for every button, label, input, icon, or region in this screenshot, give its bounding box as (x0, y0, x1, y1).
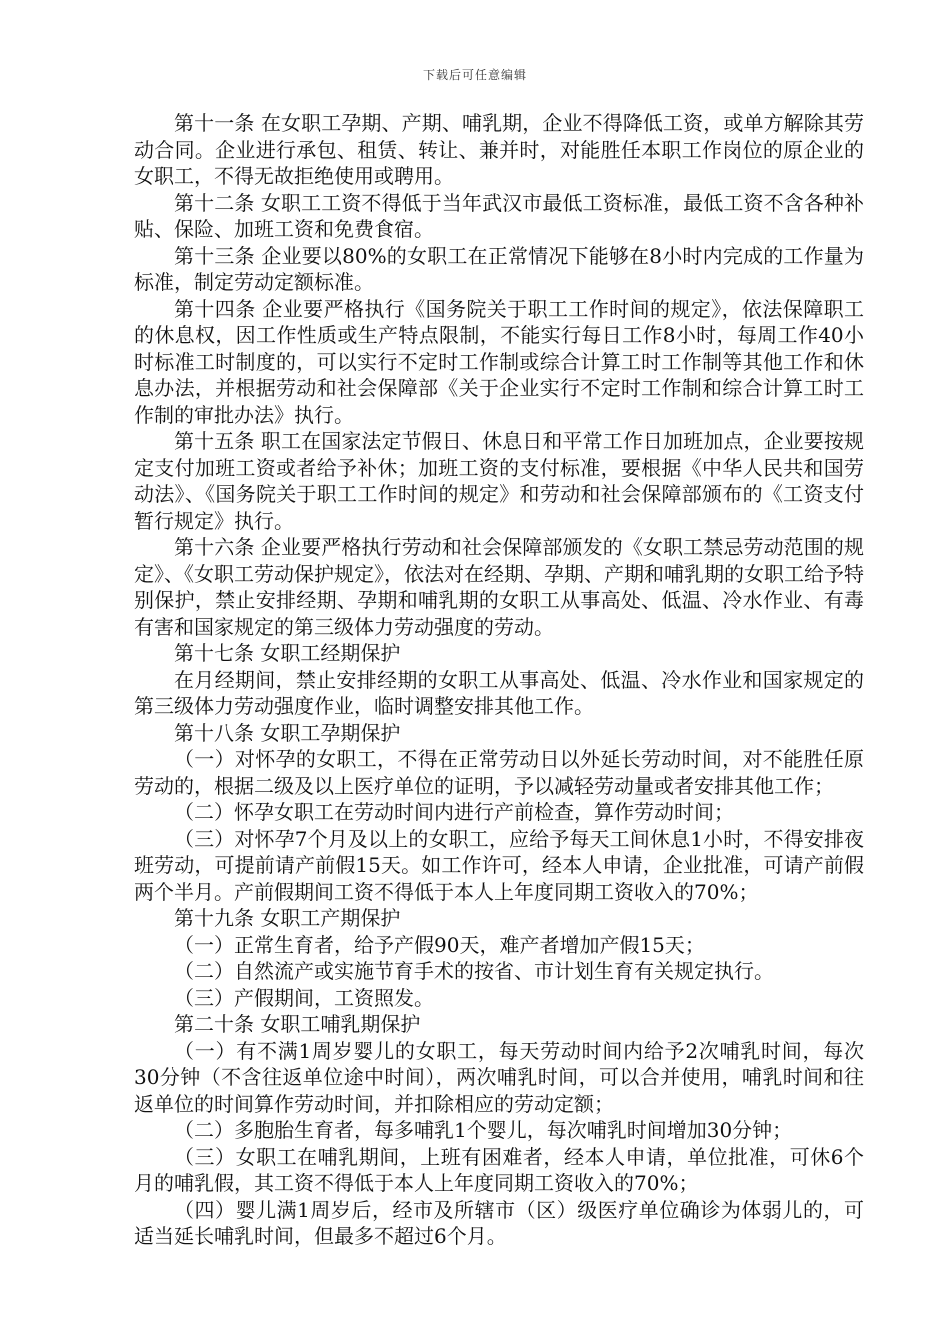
heading-article-17: 第十七条 女职工经期保护 (174, 641, 401, 665)
item-20-2: （二）多胞胎生育者，每多哺乳1个婴儿，每次哺乳时间增加30分钟； (174, 1118, 793, 1142)
heading-article-20: 第二十条 女职工哺乳期保护 (174, 1012, 421, 1036)
heading-article-18: 第十八条 女职工孕期保护 (174, 720, 401, 745)
paragraph-article-12: 第十二条 女职工工资不得低于当年武汉市最低工资标准，最低工资不含各种补贴、保险、加班工资和免费食宿。 (134, 190, 864, 241)
item-20-4: （四）婴儿满1周岁后，经市及所辖市（区）级医疗单位确诊为体弱儿的，可适当延长哺乳时间，但最多不超过6个月。 (134, 1197, 864, 1248)
item-19-3: （三）产假期间，工资照发。 (174, 985, 434, 1010)
paragraph-article-14: 第十四条 企业要严格执行《国务院关于职工工作时间的规定》，依法保障职工的休息权，因工作性质或生产特点限制，不能实行每日工作8小时，每周工作40小时标准工时制度的，可以实行不定时工作制或综合计算工时工作制等其他工作和休息办法，并根据劳动和社会保障部《关于企业实行不定时工作制和综合计算工时工作制的审批办法》执行。 (134, 296, 864, 427)
paragraph-article-15: 第十五条 职工在国家法定节假日、休息日和平常工作日加班加点，企业要按规定支付加班工资或者给予补休；加班工资的支付标准，要根据《中华人民共和国劳动法》、《国务院关于职工工作时间的规定》和劳动和社会保障部颁布的《工资支付暂行规定》执行。 (134, 429, 864, 533)
page-header: 下载后可任意编辑 (422, 68, 527, 82)
item-19-2: （二）自然流产或实施节育手术的按省、市计划生育有关规定执行。 (174, 959, 774, 983)
item-20-3: （三）女职工在哺乳期间，上班有困难者，经本人申请，单位批准，可休6个月的哺乳假，其工资不得低于本人上年度同期工资收入的70%； (134, 1144, 864, 1195)
item-18-3: （三）对怀孕7个月及以上的女职工，应给予每天工间休息1小时，不得安排夜班劳动，可提前请产前假15天。如工作许可，经本人申请，企业批准，可请产前假两个半月。产前假期间工资不得低于本人上年度同期工资收入的70%； (134, 826, 864, 904)
paragraph-article-16: 第十六条 企业要严格执行劳动和社会保障部颁发的《女职工禁忌劳动范围的规定》、《女职工劳动保护规定》，依法对在经期、孕期、产期和哺乳期的女职工给予特别保护，禁止安排经期、孕期和哺乳期的女职工从事高处、低温、冷水作业、有毒有害和国家规定的第三级体力劳动强度的劳动。 (134, 535, 864, 639)
item-18-1: （一）对怀孕的女职工，不得在正常劳动日以外延长劳动时间，对不能胜任原劳动的，根据二级及以上医疗单位的证明，予以减轻劳动量或者安排其他工作； (134, 747, 864, 798)
item-20-1: （一）有不满1周岁婴儿的女职工，每天劳动时间内给予2次哺乳时间，每次30分钟（不含往返单位途中时间），两次哺乳时间，可以合并使用，哺乳时间和往返单位的时间算作劳动时间，并扣除相应的劳动定额； (134, 1038, 864, 1116)
paragraph-article-11: 第十一条 在女职工孕期、产期、哺乳期，企业不得降低工资，或单方解除其劳动合同。企业进行承包、租赁、转让、兼并时，对能胜任本职工作岗位的原企业的女职工，不得无故拒绝使用或聘用。 (134, 111, 864, 188)
item-18-2: （二）怀孕女职工在劳动时间内进行产前检查，算作劳动时间； (174, 800, 734, 824)
paragraph-article-13: 第十三条 企业要以80%的女职工在正常情况下能够在8小时内完成的工作量为标准，制定劳动定额标准。 (134, 243, 864, 294)
item-19-1: （一）正常生育者，给予产假90天，难产者增加产假15天； (174, 932, 705, 957)
heading-article-19: 第十九条 女职工产期保护 (174, 906, 401, 930)
paragraph-article-17-body: 在月经期间，禁止安排经期的女职工从事高处、低温、冷水作业和国家规定的第三级体力劳动强度作业，临时调整安排其他工作。 (134, 667, 864, 718)
document-body (134, 110, 864, 1250)
